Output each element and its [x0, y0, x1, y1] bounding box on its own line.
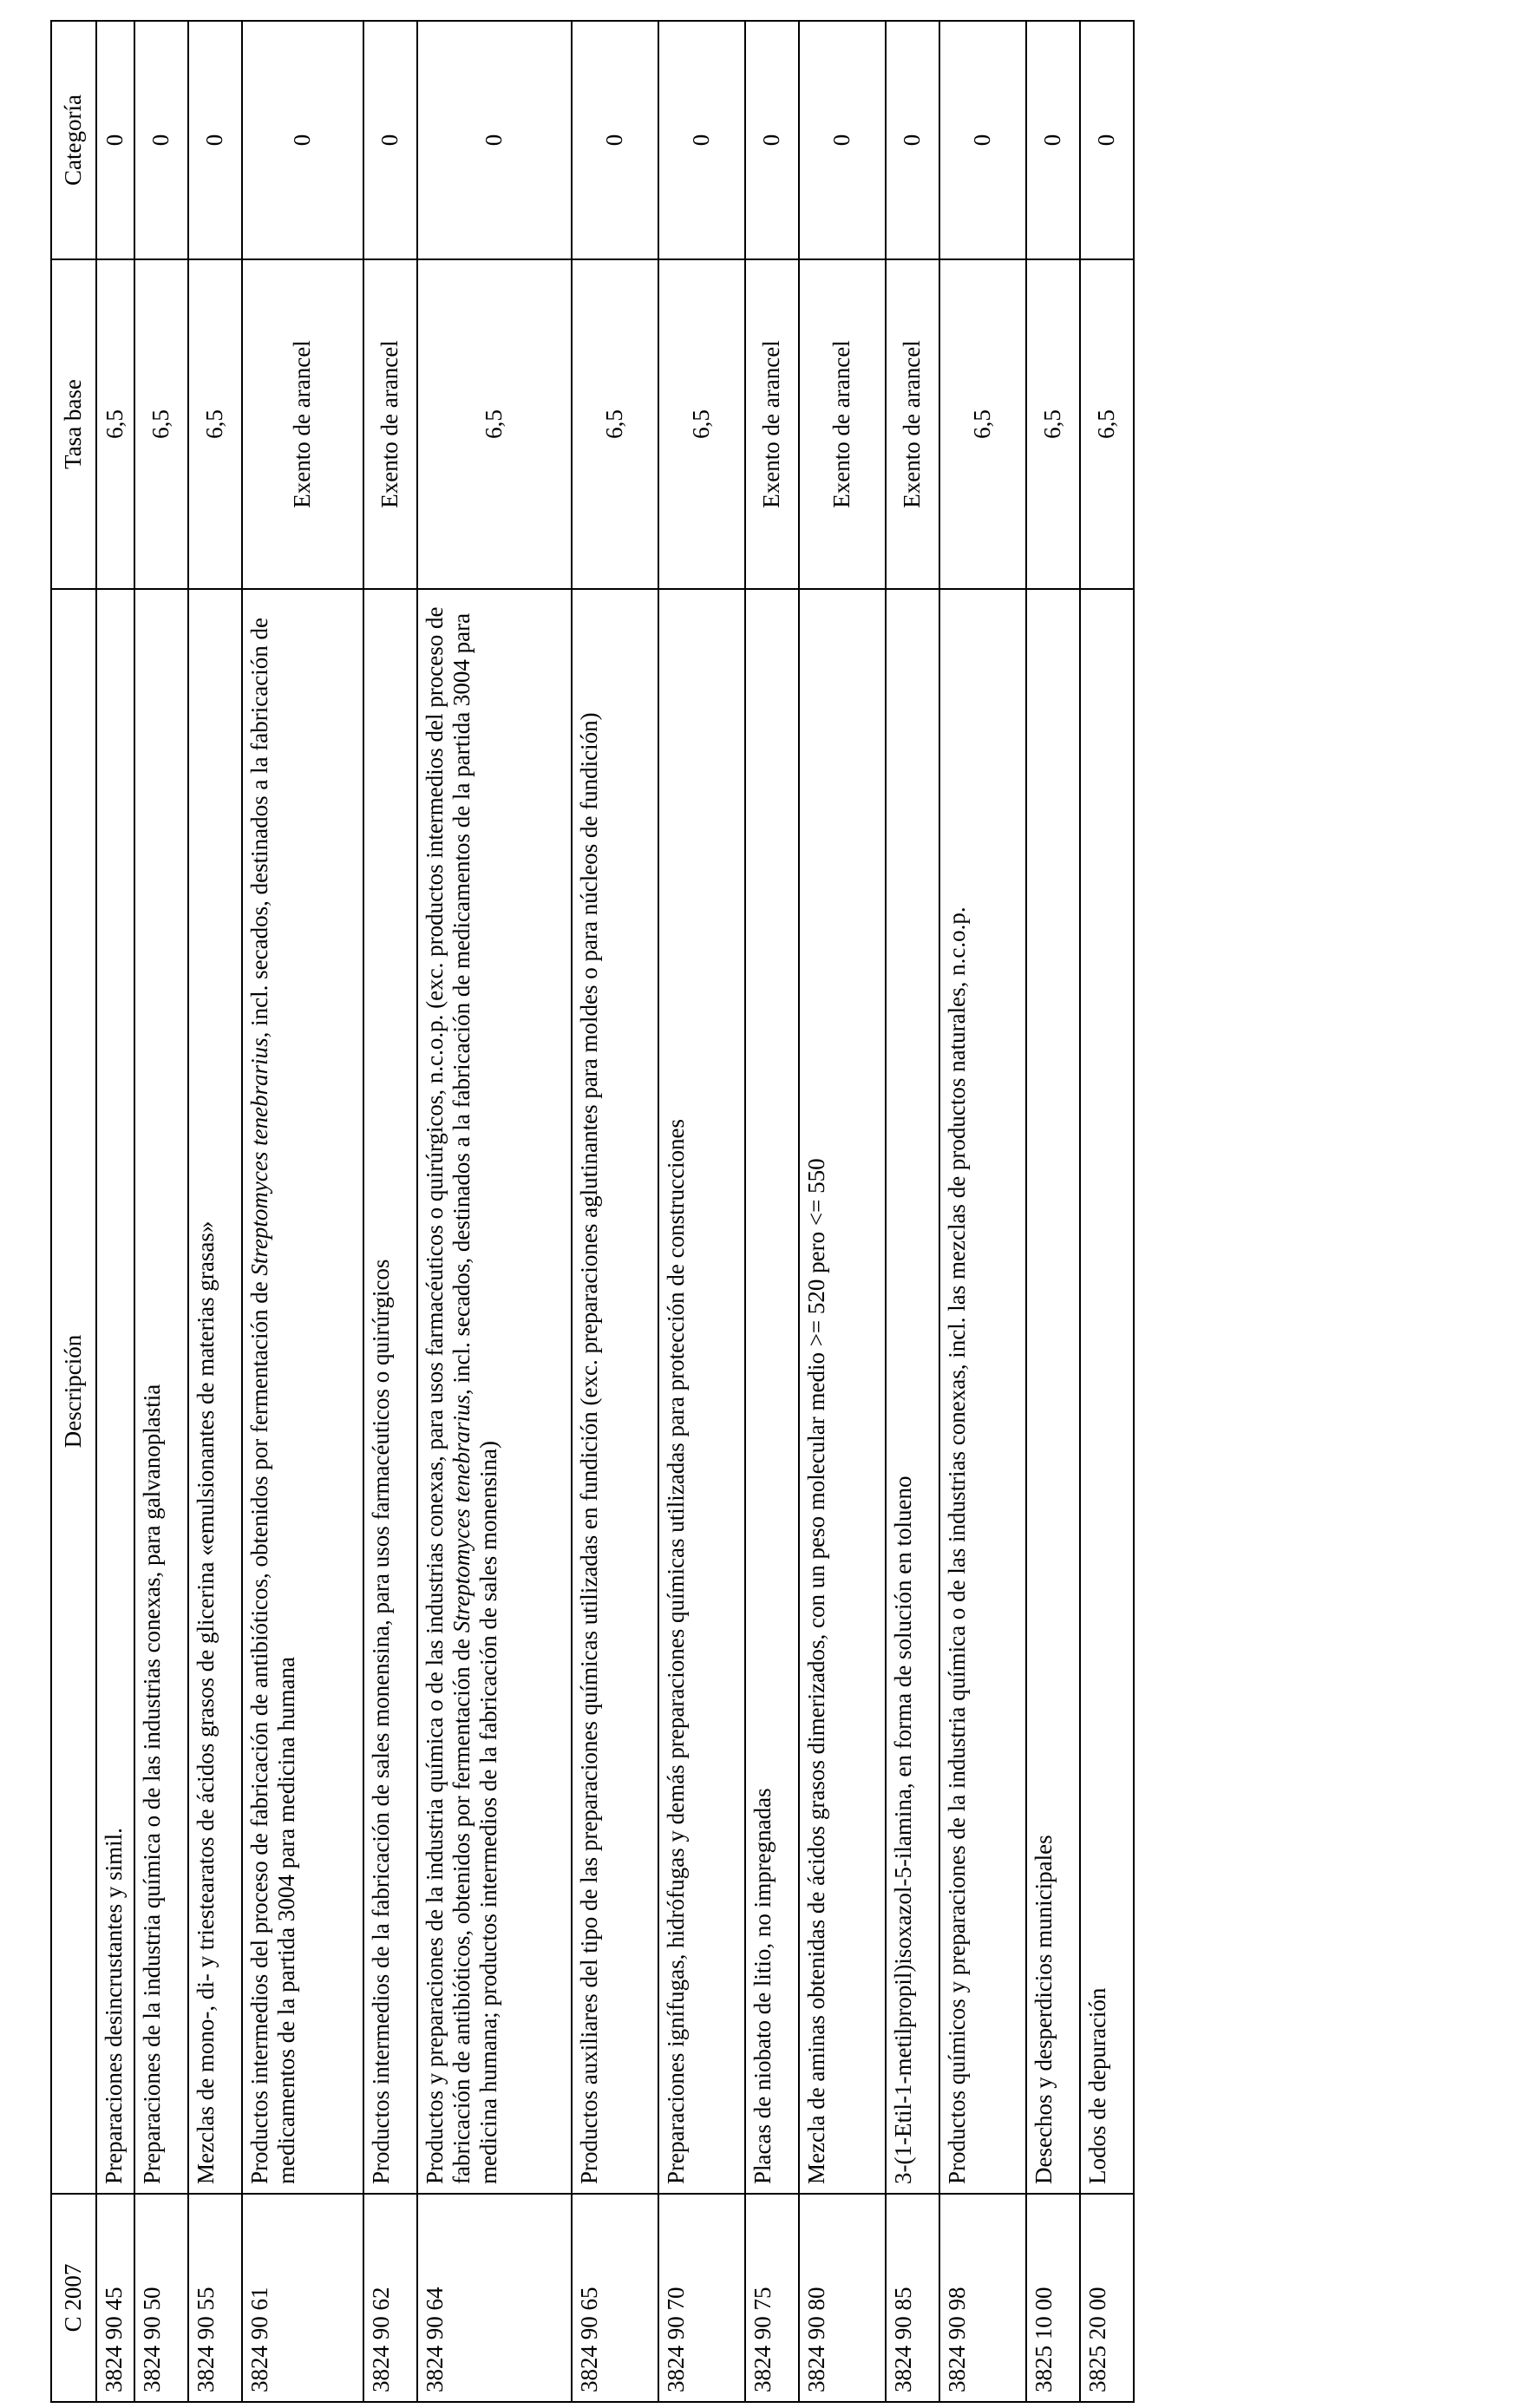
- cell-code: 3824 90 45: [96, 2194, 134, 2402]
- cell-category: 0: [96, 21, 134, 259]
- cell-description: Productos auxiliares del tipo de las preparaciones químicas utilizadas en fundición (exc. preparaciones aglutinantes para moldes o para núcleos de fundición): [572, 589, 658, 2194]
- table-row: [886, 21, 939, 2402]
- table-row: [96, 21, 134, 2402]
- cell-rate: Exento de arancel: [363, 259, 417, 589]
- table-row: [572, 21, 658, 2402]
- table-row: [188, 21, 242, 2402]
- cell-description: Preparaciones ignífugas, hidrófugas y demás preparaciones químicas utilizadas para protección de construcciones: [658, 589, 745, 2194]
- table-row: [363, 21, 417, 2402]
- cell-code: 3824 90 70: [658, 2194, 745, 2402]
- cell-code: 3824 90 85: [886, 2194, 939, 2402]
- rotated-page: [50, 22, 1130, 2403]
- table-row: [939, 21, 1026, 2402]
- cell-description: Productos químicos y preparaciones de la industria química o de las industrias conexas, incl. las mezclas de productos naturales, n.c.o.p.: [939, 589, 1026, 2194]
- description-text: Productos y preparaciones de la industria química o de las industrias conexas, para usos farmacéuticos o quirúrgicos, n.c.o.p. (exc. productos intermedios del proceso de fabricación de antibióticos, obtenidos por fermentación de: [422, 606, 475, 2184]
- header-category: Categoría: [51, 21, 96, 259]
- cell-code: 3824 90 64: [417, 2194, 572, 2402]
- cell-rate: 6,5: [1080, 259, 1134, 589]
- table-row: [799, 21, 886, 2402]
- cell-code: 3824 90 98: [939, 2194, 1026, 2402]
- table-row: [745, 21, 799, 2402]
- cell-code: 3824 90 55: [188, 2194, 242, 2402]
- cell-description: Desechos y desperdicios municipales: [1026, 589, 1080, 2194]
- cell-code: 3824 90 65: [572, 2194, 658, 2402]
- cell-rate: 6,5: [96, 259, 134, 589]
- cell-code: 3824 90 61: [242, 2194, 363, 2402]
- cell-rate: 6,5: [188, 259, 242, 589]
- cell-category: 0: [134, 21, 188, 259]
- cell-category: 0: [188, 21, 242, 259]
- table-row: [1026, 21, 1080, 2402]
- cell-description: Lodos de depuración: [1080, 589, 1134, 2194]
- cell-rate: 6,5: [572, 259, 658, 589]
- cell-rate: Exento de arancel: [745, 259, 799, 589]
- cell-category: 0: [886, 21, 939, 259]
- cell-code: 3824 90 80: [799, 2194, 886, 2402]
- header-code: C 2007: [51, 2194, 96, 2402]
- cell-description: [242, 589, 363, 2194]
- cell-rate: 6,5: [939, 259, 1026, 589]
- table-row: [417, 21, 572, 2402]
- species-name: Streptomyces tenebrarius: [448, 1395, 475, 1633]
- cell-description: Productos intermedios de la fabricación de sales monensina, para usos farmacéuticos o quirúrgicos: [363, 589, 417, 2194]
- cell-category: 0: [799, 21, 886, 259]
- cell-category: 0: [572, 21, 658, 259]
- cell-description: Preparaciones de la industria química o de las industrias conexas, para galvanoplastia: [134, 589, 188, 2194]
- species-name: Streptomyces tenebrarius: [246, 1037, 272, 1276]
- cell-rate: 6,5: [658, 259, 745, 589]
- cell-rate: Exento de arancel: [799, 259, 886, 589]
- cell-category: 0: [939, 21, 1026, 259]
- table-row: [134, 21, 188, 2402]
- cell-code: 3825 10 00: [1026, 2194, 1080, 2402]
- description-text: , incl. secados, destinados a la fabricación de medicamentos de la partida 3004 para medicina humana; productos intermedios de la fabricación de sales monensina): [448, 612, 502, 2184]
- table-row: [1080, 21, 1134, 2402]
- description-text: , incl. secados, destinados a la fabricación de medicamentos de la partida 3004 para medicina humana: [246, 618, 300, 2184]
- cell-code: 3824 90 50: [134, 2194, 188, 2402]
- cell-category: 0: [1026, 21, 1080, 259]
- cell-category: 0: [658, 21, 745, 259]
- header-row: [51, 21, 96, 2402]
- cell-rate: Exento de arancel: [886, 259, 939, 589]
- cell-code: 3824 90 75: [745, 2194, 799, 2402]
- cell-code: 3824 90 62: [363, 2194, 417, 2402]
- description-text: Productos intermedios del proceso de fabricación de antibióticos, obtenidos por fermentación de: [246, 1275, 272, 2184]
- cell-rate: 6,5: [1026, 259, 1080, 589]
- tariff-table: [50, 20, 1135, 2403]
- cell-rate: 6,5: [417, 259, 572, 589]
- cell-category: 0: [1080, 21, 1134, 259]
- cell-description: Mezcla de aminas obtenidas de ácidos grasos dimerizados, con un peso molecular medio >= 520 pero <= 550: [799, 589, 886, 2194]
- cell-rate: 6,5: [134, 259, 188, 589]
- cell-rate: Exento de arancel: [242, 259, 363, 589]
- table-row: [242, 21, 363, 2402]
- cell-description: Preparaciones desincrustantes y simil.: [96, 589, 134, 2194]
- cell-category: 0: [363, 21, 417, 259]
- header-description: Descripción: [51, 589, 96, 2194]
- cell-description: Placas de niobato de litio, no impregnadas: [745, 589, 799, 2194]
- cell-code: 3825 20 00: [1080, 2194, 1134, 2402]
- header-rate: Tasa base: [51, 259, 96, 589]
- table-row: [658, 21, 745, 2402]
- cell-category: 0: [745, 21, 799, 259]
- cell-category: 0: [417, 21, 572, 259]
- cell-description: [417, 589, 572, 2194]
- cell-description: Mezclas de mono-, di- y triestearatos de ácidos grasos de glicerina «emulsionantes de materias grasas»: [188, 589, 242, 2194]
- cell-category: 0: [242, 21, 363, 259]
- cell-description: 3-(1-Etil-1-metilpropil)isoxazol-5-ilamina, en forma de solución en tolueno: [886, 589, 939, 2194]
